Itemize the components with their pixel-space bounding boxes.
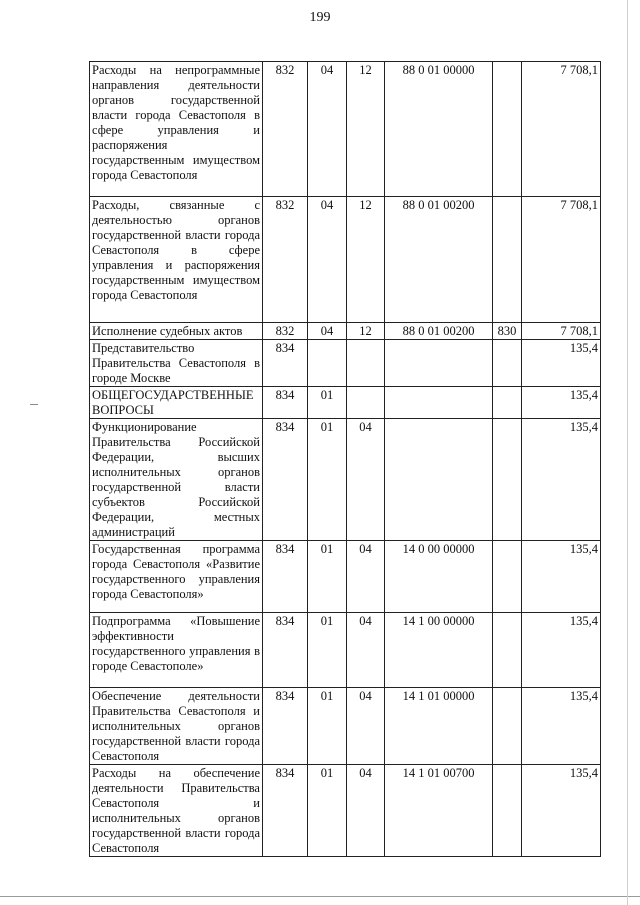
amount-cell: 135,4 — [522, 688, 601, 765]
subsection-code-cell: 04 — [347, 541, 385, 613]
row-name-cell: Обеспечение деятельности Правительства Севастополя и исполнительных органов государственной власти города Севастополя — [90, 688, 263, 765]
amount-cell: 135,4 — [522, 765, 601, 857]
row-name-cell: ОБЩЕГОСУДАРСТВЕННЫЕ ВОПРОСЫ — [90, 387, 263, 419]
expense-type-cell — [493, 688, 522, 765]
section-code-cell: 04 — [308, 62, 347, 197]
ministry-code-cell: 834 — [263, 419, 308, 541]
budget-table — [89, 61, 601, 857]
section-code-cell: 01 — [308, 613, 347, 688]
ministry-code-cell: 834 — [263, 688, 308, 765]
row-name-cell: Исполнение судебных актов — [90, 323, 263, 340]
target-item-cell: 14 1 01 00000 — [385, 688, 493, 765]
section-code-cell: 01 — [308, 688, 347, 765]
table-row — [90, 419, 601, 541]
subsection-code-cell — [347, 387, 385, 419]
amount-cell: 135,4 — [522, 387, 601, 419]
ministry-code-cell: 834 — [263, 541, 308, 613]
ministry-code-cell: 832 — [263, 323, 308, 340]
expense-type-cell — [493, 765, 522, 857]
amount-cell: 135,4 — [522, 419, 601, 541]
target-item-cell: 14 0 00 00000 — [385, 541, 493, 613]
subsection-code-cell: 12 — [347, 323, 385, 340]
target-item-cell: 88 0 01 00200 — [385, 197, 493, 323]
table-row — [90, 387, 601, 419]
section-code-cell: 01 — [308, 419, 347, 541]
row-name-cell: Расходы, связанные с деятельностью органов государственной власти города Севастополя в сфере управления и распоряжения государственным имуществом города Севастополя — [90, 197, 263, 323]
expense-type-cell — [493, 62, 522, 197]
row-name-cell: Представительство Правительства Севастополя в городе Москве — [90, 340, 263, 387]
amount-cell: 135,4 — [522, 613, 601, 688]
amount-cell: 7 708,1 — [522, 62, 601, 197]
expense-type-cell — [493, 387, 522, 419]
expense-type-cell — [493, 613, 522, 688]
ministry-code-cell: 834 — [263, 765, 308, 857]
row-name-cell: Подпрограмма «Повышение эффективности государственного управления в городе Севастополе» — [90, 613, 263, 688]
ministry-code-cell: 832 — [263, 197, 308, 323]
expense-type-cell: 830 — [493, 323, 522, 340]
scan-edge — [0, 896, 640, 897]
section-code-cell — [308, 340, 347, 387]
ministry-code-cell: 834 — [263, 613, 308, 688]
expense-type-cell — [493, 197, 522, 323]
table-row — [90, 765, 601, 857]
section-code-cell: 01 — [308, 765, 347, 857]
subsection-code-cell: 12 — [347, 62, 385, 197]
amount-cell: 135,4 — [522, 541, 601, 613]
table-row — [90, 197, 601, 323]
target-item-cell — [385, 419, 493, 541]
section-code-cell: 04 — [308, 197, 347, 323]
scan-edge-right — [627, 0, 628, 905]
table-row — [90, 688, 601, 765]
table-row — [90, 613, 601, 688]
expense-type-cell — [493, 419, 522, 541]
amount-cell: 7 708,1 — [522, 197, 601, 323]
table-row — [90, 323, 601, 340]
section-code-cell: 04 — [308, 323, 347, 340]
expense-type-cell — [493, 541, 522, 613]
subsection-code-cell: 12 — [347, 197, 385, 323]
amount-cell: 7 708,1 — [522, 323, 601, 340]
row-name-cell: Расходы на непрограммные направления деятельности органов государственной власти города Севастополя в сфере управления и распоряжения государственным имуществом города Севастополя — [90, 62, 263, 197]
section-code-cell: 01 — [308, 541, 347, 613]
ministry-code-cell: 834 — [263, 340, 308, 387]
ministry-code-cell: 832 — [263, 62, 308, 197]
target-item-cell — [385, 340, 493, 387]
row-name-cell: Государственная программа города Севастополя «Развитие государственного управления города Севастополя» — [90, 541, 263, 613]
subsection-code-cell — [347, 340, 385, 387]
target-item-cell: 88 0 01 00200 — [385, 323, 493, 340]
row-name-cell: Функционирование Правительства Российской Федерации, высших исполнительных органов государственной власти субъектов Российской Федерации, местных администраций — [90, 419, 263, 541]
subsection-code-cell: 04 — [347, 613, 385, 688]
target-item-cell: 14 1 00 00000 — [385, 613, 493, 688]
section-code-cell: 01 — [308, 387, 347, 419]
target-item-cell: 14 1 01 00700 — [385, 765, 493, 857]
row-name-cell: Расходы на обеспечение деятельности Правительства Севастополя и исполнительных органов государственной власти города Севастополя — [90, 765, 263, 857]
page-number: 199 — [309, 10, 331, 25]
expense-type-cell — [493, 340, 522, 387]
subsection-code-cell: 04 — [347, 765, 385, 857]
table-row — [90, 340, 601, 387]
amount-cell: 135,4 — [522, 340, 601, 387]
ministry-code-cell: 834 — [263, 387, 308, 419]
subsection-code-cell: 04 — [347, 419, 385, 541]
scan-mark — [30, 404, 38, 405]
table-row — [90, 541, 601, 613]
table-row — [90, 62, 601, 197]
target-item-cell: 88 0 01 00000 — [385, 62, 493, 197]
target-item-cell — [385, 387, 493, 419]
subsection-code-cell: 04 — [347, 688, 385, 765]
